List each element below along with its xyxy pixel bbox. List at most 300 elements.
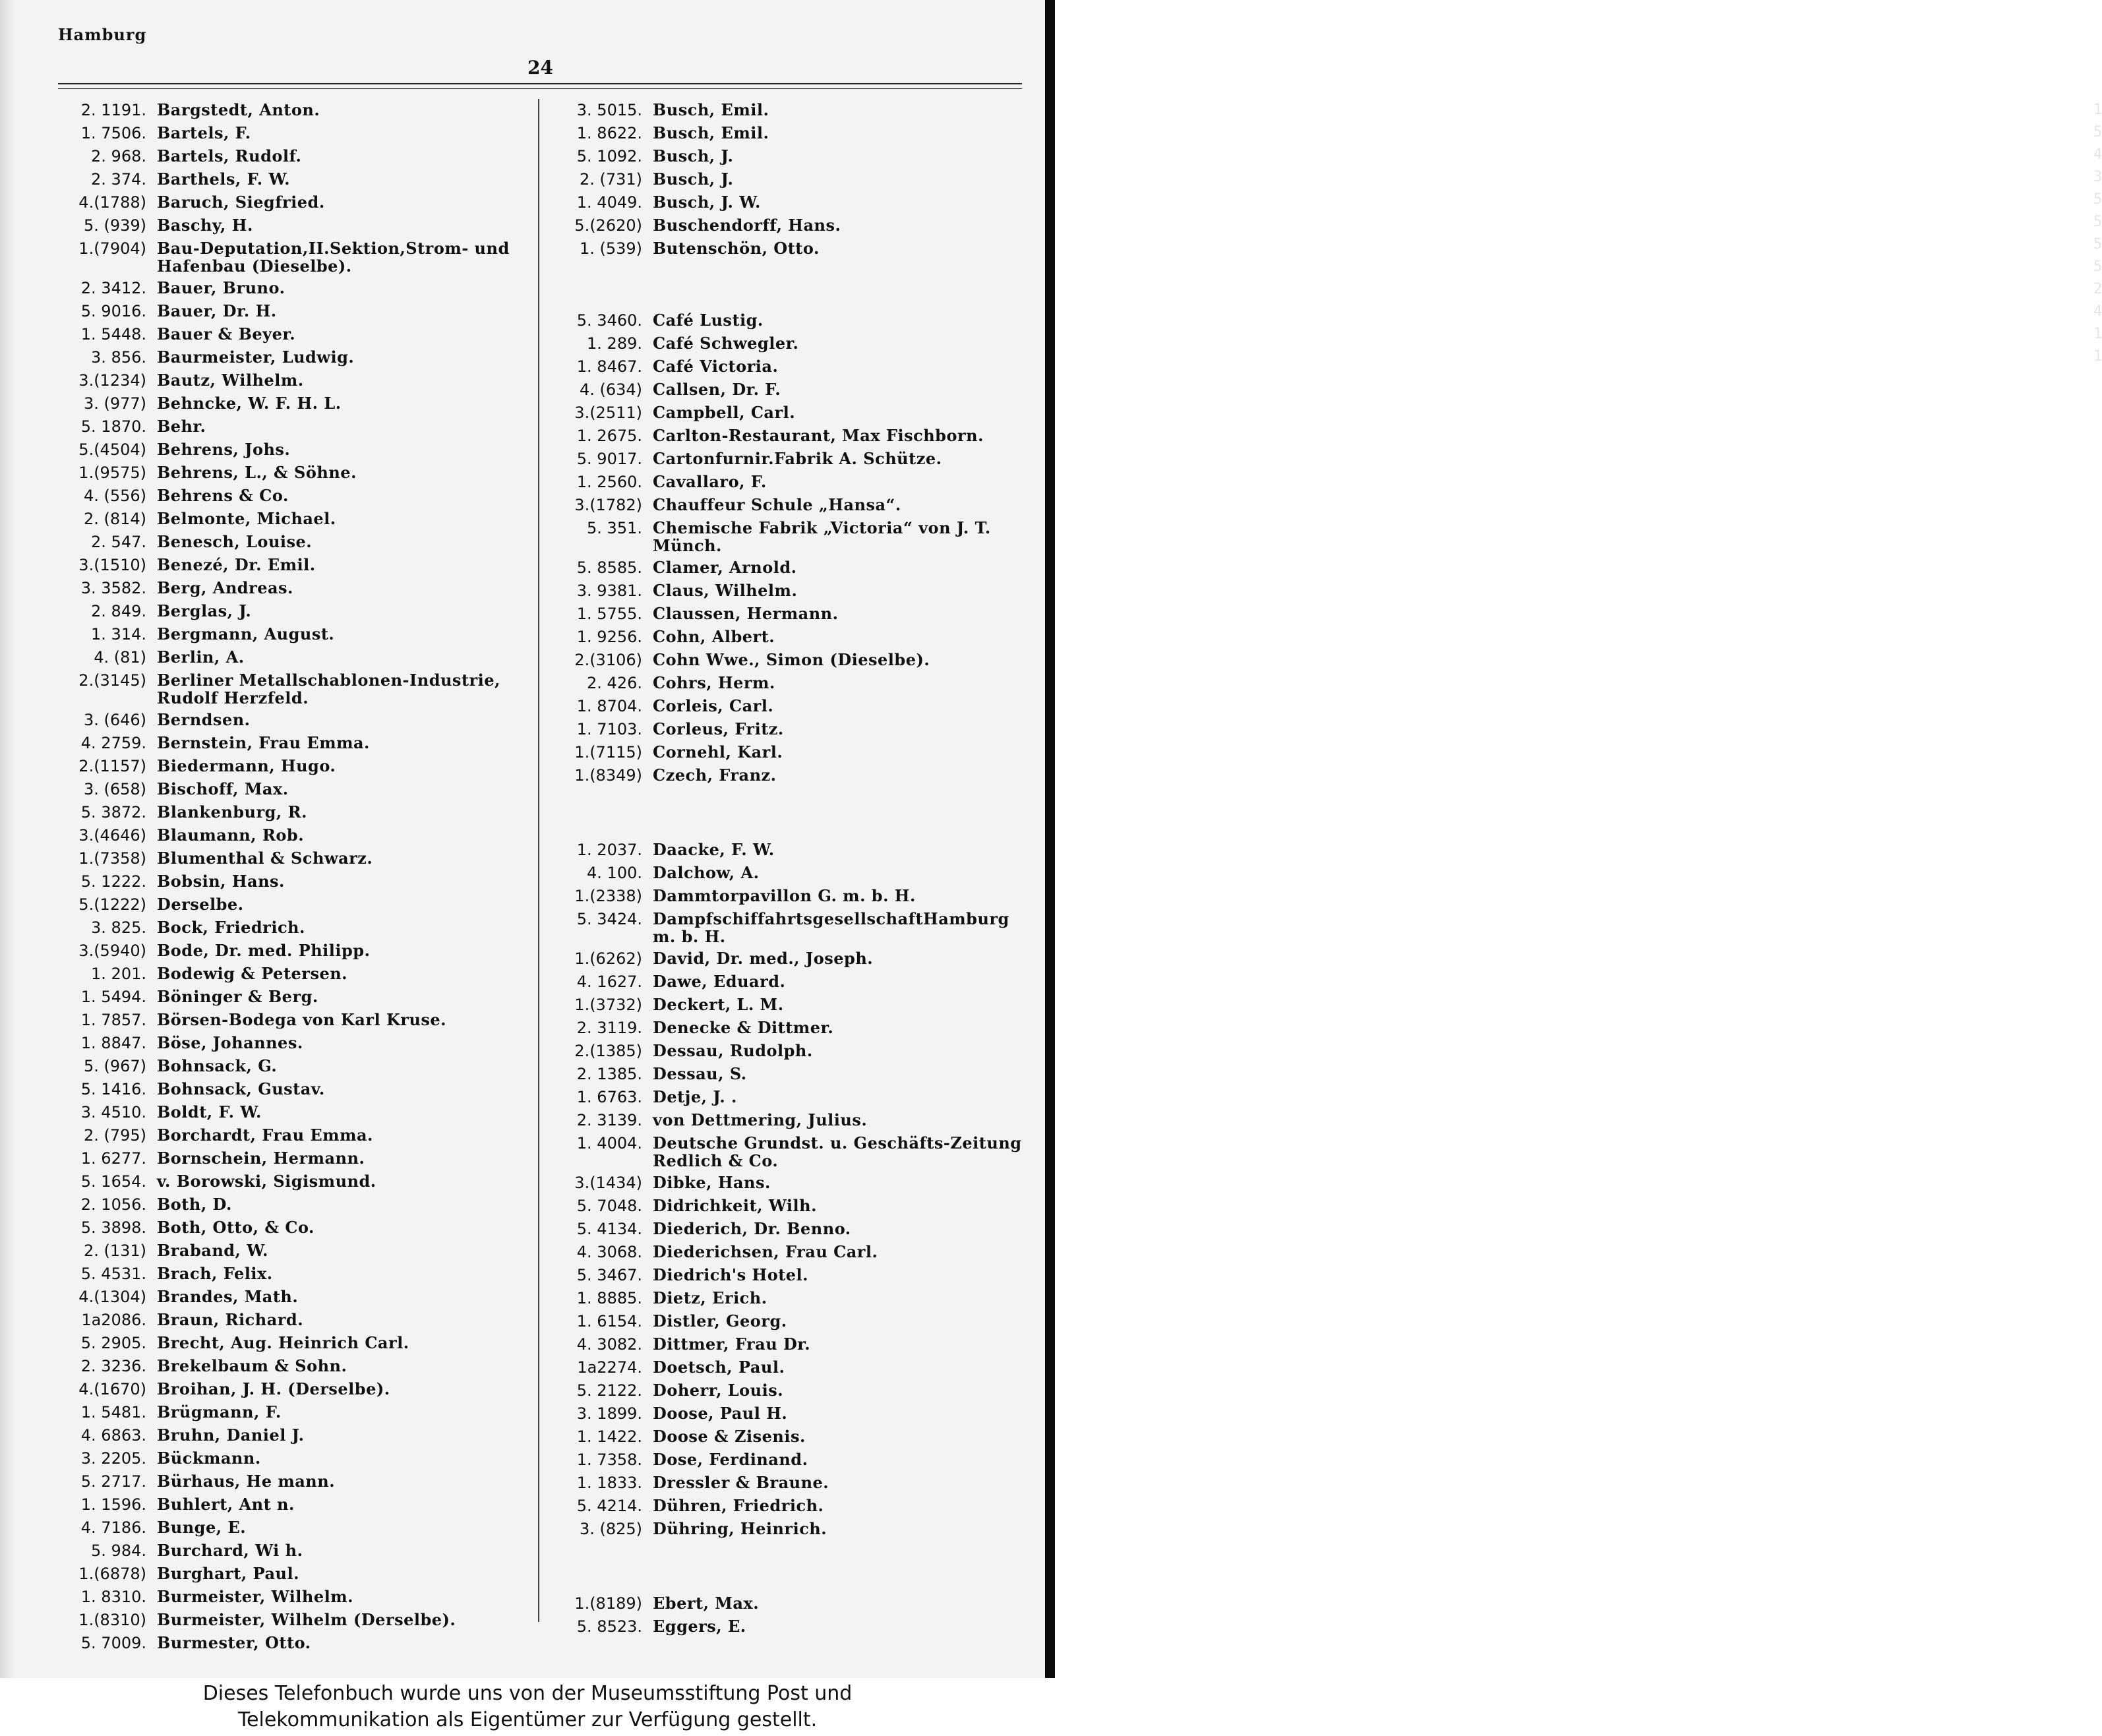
phone-number: 5. 4134. [576,1220,642,1238]
directory-entry [57,1634,530,1653]
phone-number: 5. 7048. [576,1197,642,1215]
subscriber-name: Berliner Metallschablonen-Industrie, Rudolf Herzfeld. [157,671,500,707]
directory-entry [57,170,530,189]
directory-entry [57,918,530,938]
subscriber-name: Bürhaus, He mann. [157,1472,336,1491]
phone-number: 2.(3106) [574,651,642,669]
subscriber-name: Bodewig & Petersen. [157,964,348,983]
directory-entry [57,556,530,575]
subscriber-name: Doetsch, Paul. [653,1358,785,1377]
subscriber-name: Blumenthal & Schwarz. [157,849,373,868]
phone-number: 1. 5494. [80,988,146,1006]
directory-entry [57,1195,530,1214]
phone-number: 4. (556) [83,487,146,505]
footer-line-2: Telekommunikation als Eigentümer zur Verfügung gestellt. [237,1708,818,1731]
directory-entry [57,487,530,506]
directory-entry [57,734,530,753]
subscriber-name: Bückmann. [157,1449,261,1468]
subscriber-name: Bischoff, Max. [157,779,289,798]
phone-number: 1.(7904) [78,239,146,258]
directory-entry [553,628,1027,647]
directory-entry [57,1034,530,1053]
directory-entry [57,1518,530,1538]
subscriber-name: Barthels, F. W. [157,169,291,189]
phone-number: 2. 426. [587,674,642,692]
page-shadow [0,0,15,1678]
phone-number: 2. (731) [579,170,642,189]
directory-entry [553,743,1027,762]
phone-number: 5. 2122. [576,1381,642,1400]
subscriber-name: Behncke, W. F. H. L. [157,394,342,413]
phone-number: 4. 3068. [576,1243,642,1261]
subscriber-name: DampfschiffahrtsgesellschaftHamburg m. b. H. [653,909,1009,946]
subscriber-name: Bruhn, Daniel J. [157,1425,305,1445]
directory-entry [57,216,530,235]
subscriber-name: Burmeister, Wilhelm (Derselbe). [157,1610,456,1629]
directory-entry [553,1474,1027,1493]
phone-number: 5. 984. [91,1541,146,1560]
subscriber-name: Berlin, A. [157,647,245,667]
subscriber-name: Bohnsack, G. [157,1056,278,1075]
subscriber-name: Dalchow, A. [653,863,760,882]
phone-number: 2. (814) [83,510,146,528]
phone-number: 3. 3582. [80,579,146,597]
phone-number: 2. 1385. [576,1065,642,1083]
directory-entry [553,1220,1027,1239]
left-column [57,101,530,1657]
subscriber-name: Denecke & Dittmer. [653,1018,834,1037]
subscriber-name: Claussen, Hermann. [653,604,839,623]
directory-entry [553,674,1027,693]
edge-fragment: 5 [2093,124,2102,140]
edge-fragment: 4 [2093,303,2102,320]
phone-number: 5. 1222. [80,872,146,891]
phone-number: 1. 1596. [80,1495,146,1514]
phone-number: 5. 8523. [576,1617,642,1636]
header-rule [58,83,1022,84]
directory-entry [57,1541,530,1561]
subscriber-name: Corleis, Carl. [653,696,774,715]
phone-number: 2. (131) [83,1242,146,1260]
directory-entry [57,279,530,298]
city-heading: Hamburg [58,25,147,44]
phone-number: 5. 1870. [80,417,146,436]
directory-entry [57,1334,530,1353]
subscriber-name: Cohn Wwe., Simon (Dieselbe). [653,650,930,669]
subscriber-name: Café Lustig. [653,311,764,330]
directory-entry [57,533,530,552]
directory-entry [57,1011,530,1030]
directory-entry [553,450,1027,469]
subscriber-name: Brach, Felix. [157,1264,273,1283]
phone-number: 4. (81) [94,648,146,667]
directory-entry [553,216,1027,235]
directory-entry [553,841,1027,860]
phone-number: 1. 1833. [576,1474,642,1492]
phone-number: 1. 314. [91,625,146,644]
phone-number: 1. 8310. [80,1588,146,1606]
phone-number: 5. 351. [587,519,642,537]
subscriber-name: Behrens, L., & Söhne. [157,463,357,482]
directory-entry [553,1243,1027,1262]
phone-number: 2. 3119. [576,1019,642,1037]
subscriber-name: Benezé, Dr. Emil. [157,555,316,574]
directory-entry [553,473,1027,492]
directory-entry [553,380,1027,400]
section-gap [553,262,1027,311]
subscriber-name: Buhlert, Ant n. [157,1495,295,1514]
phone-number: 1.(7115) [574,743,642,762]
phone-number: 2. 3412. [80,279,146,297]
directory-entry [57,671,530,707]
phone-number: 1. 8467. [576,357,642,376]
phone-number: 3. (646) [83,711,146,729]
phone-number: 2. 374. [91,170,146,189]
directory-entry [553,1111,1027,1130]
subscriber-name: Deutsche Grundst. u. Geschäfts-Zeitung Redlich & Co. [653,1133,1022,1170]
phone-number: 1. 7506. [80,124,146,142]
directory-entry [553,1427,1027,1447]
directory-entry [553,1019,1027,1038]
phone-number: 1. 8847. [80,1034,146,1052]
subscriber-name: Doose & Zisenis. [653,1427,806,1446]
directory-entry [57,302,530,321]
phone-number: 4. 7186. [80,1518,146,1537]
subscriber-name: Dressler & Braune. [653,1473,829,1492]
directory-entry [57,648,530,667]
phone-number: 1. 2560. [576,473,642,491]
subscriber-name: Carlton-Restaurant, Max Fischborn. [653,426,984,445]
phone-number: 5. (967) [83,1057,146,1075]
phone-number: 4. (634) [579,380,642,399]
subscriber-name: Baurmeister, Ludwig. [157,347,355,367]
phone-number: 2. 547. [91,533,146,551]
subscriber-name: Diederich, Dr. Benno. [653,1219,851,1238]
phone-number: 1. 201. [91,965,146,983]
phone-number: 1. (539) [579,239,642,258]
directory-entry [553,1404,1027,1423]
directory-entry [553,496,1027,515]
subscriber-name: Bartels, Rudolf. [157,146,302,165]
phone-number: 5. 4214. [576,1497,642,1515]
subscriber-name: Berg, Andreas. [157,578,293,597]
subscriber-name: Broihan, J. H. (Derselbe). [157,1379,390,1398]
subscriber-name: Deckert, L. M. [653,995,784,1014]
subscriber-name: Burmester, Otto. [157,1633,311,1652]
adjacent-page-edge [1045,0,2102,1678]
directory-entry [57,1357,530,1376]
phone-number: 1. 6763. [576,1088,642,1106]
directory-entry [553,582,1027,601]
subscriber-name: Diederichsen, Frau Carl. [653,1242,878,1261]
directory-entry [553,147,1027,166]
phone-number: 5. 2717. [80,1472,146,1491]
phone-number: 1. 6277. [80,1149,146,1168]
phone-number: 5. 3424. [576,910,642,928]
subscriber-name: Behrens & Co. [157,486,289,505]
phone-number: 1. 2675. [576,427,642,445]
directory-entry [57,625,530,644]
subscriber-name: Ebert, Max. [653,1594,760,1613]
subscriber-name: Brügmann, F. [157,1402,282,1422]
subscriber-name: Braband, W. [157,1241,268,1260]
subscriber-name: Bunge, E. [157,1518,247,1537]
directory-entry [553,1497,1027,1516]
phone-number: 2. 3236. [80,1357,146,1375]
phone-number: 3.(1782) [574,496,642,514]
phone-number: 3. 2205. [80,1449,146,1468]
subscriber-name: Berglas, J. [157,601,252,620]
subscriber-name: Callsen, Dr. F. [653,380,781,399]
phone-number: 1. 6154. [576,1312,642,1331]
subscriber-name: Both, D. [157,1195,232,1214]
directory-entry [553,1134,1027,1170]
subscriber-name: Doherr, Louis. [653,1381,784,1400]
directory-entry [553,1088,1027,1107]
page-number: 24 [527,57,553,78]
phone-number: 1. 8885. [576,1289,642,1307]
phone-number: 5. 1654. [80,1172,146,1191]
directory-entry [553,697,1027,716]
phone-number: 1. 1422. [576,1427,642,1446]
subscriber-name: Bode, Dr. med. Philipp. [157,941,371,960]
directory-entry [553,193,1027,212]
phone-number: 5. (939) [83,216,146,235]
subscriber-name: Dose, Ferdinand. [653,1450,808,1469]
directory-entry [553,910,1027,945]
subscriber-name: Burghart, Paul. [157,1564,299,1583]
subscriber-name: Doose, Paul H. [653,1404,788,1423]
edge-fragment: 5 [2093,236,2102,253]
directory-entry [57,193,530,212]
phone-number: 1.(8349) [574,766,642,785]
directory-entry [57,988,530,1007]
subscriber-name: Burchard, Wi h. [157,1541,303,1560]
subscriber-name: Both, Otto, & Co. [157,1218,315,1237]
directory-entry [57,803,530,822]
subscriber-name: Distler, Georg. [653,1311,787,1331]
subscriber-name: Busch, Emil. [653,123,769,142]
phone-number: 5. 3898. [80,1218,146,1237]
directory-entry [553,357,1027,376]
phone-number: 5. 3460. [576,311,642,330]
phone-number: 3. 825. [91,918,146,937]
directory-entry [553,949,1027,969]
subscriber-name: Bau-Deputation,II.Sektion,Strom- und Hafenbau (Dieselbe). [157,239,510,276]
directory-entry [553,1617,1027,1636]
phone-number: 1. 7103. [576,720,642,738]
subscriber-name: Börsen-Bodega von Karl Kruse. [157,1010,447,1029]
phone-number: 1. 7857. [80,1011,146,1029]
subscriber-name: Bernstein, Frau Emma. [157,733,370,752]
subscriber-name: Bautz, Wilhelm. [157,371,304,390]
subscriber-name: Braun, Richard. [157,1310,304,1329]
directory-entry [57,1565,530,1584]
subscriber-name: Dawe, Eduard. [653,972,786,991]
subscriber-name: Borchardt, Frau Emma. [157,1125,373,1145]
phone-number: 3.(5940) [78,942,146,960]
directory-entry [57,711,530,730]
directory-entry [553,239,1027,258]
subscriber-name: Butenschön, Otto. [653,239,820,258]
directory-entry [553,720,1027,739]
phone-number: 2.(1385) [574,1042,642,1060]
footer [0,1678,1055,1736]
subscriber-name: Böninger & Berg. [157,987,318,1006]
directory-entry [553,973,1027,992]
directory-entry [57,1403,530,1422]
phone-number: 5. 3467. [576,1266,642,1284]
subscriber-name: Biedermann, Hugo. [157,756,336,775]
phone-number: 4. 2759. [80,734,146,752]
directory-entry [553,170,1027,189]
subscriber-name: Bauer & Beyer. [157,324,296,344]
edge-fragment: 4 [2093,146,2102,163]
directory-entry [57,1426,530,1445]
directory-entry [553,427,1027,446]
directory-entry [57,1149,530,1168]
directory-entry [553,1594,1027,1613]
directory-entry [553,519,1027,554]
phone-number: 3. 856. [91,348,146,367]
phone-number: 1.(2338) [574,887,642,905]
phone-number: 3. 9381. [576,582,642,600]
directory-entry [57,1311,530,1330]
phone-number: 3.(1234) [78,371,146,390]
phone-number: 1. 8704. [576,697,642,715]
subscriber-name: Bock, Friedrich. [157,918,305,937]
subscriber-name: v. Borowski, Sigismund. [157,1172,376,1191]
directory-entry [553,1197,1027,1216]
directory-entry [553,864,1027,883]
subscriber-name: Cavallaro, F. [653,472,767,491]
subscriber-name: Dammtorpavillon G. m. b. H. [653,886,916,905]
subscriber-name: Claus, Wilhelm. [653,581,798,600]
phone-number: 1.(6878) [78,1565,146,1583]
directory-entry [57,1172,530,1191]
directory-entry [57,1288,530,1307]
phone-number: 1. 8622. [576,124,642,142]
directory-entry [553,766,1027,785]
phone-number: 3. 4510. [80,1103,146,1122]
subscriber-name: Boldt, F. W. [157,1102,262,1122]
subscriber-name: Bornschein, Hermann. [157,1149,365,1168]
subscriber-name: Behrens, Johs. [157,440,291,459]
directory-entry [57,1126,530,1145]
phone-number: 5. 9017. [576,450,642,468]
phone-number: 5. 1092. [576,147,642,165]
phone-number: 3.(2511) [574,404,642,422]
phone-number: 1. 9256. [576,628,642,646]
phone-number: 5.(2620) [574,216,642,235]
subscriber-name: Belmonte, Michael. [157,509,336,528]
directory-entry [57,1057,530,1076]
directory-entry [553,404,1027,423]
directory-entry [57,101,530,120]
directory-entry [57,1265,530,1284]
directory-entry [57,325,530,344]
subscriber-name: Dessau, Rudolph. [653,1041,813,1060]
phone-number: 2. 1056. [80,1195,146,1214]
directory-entry [57,895,530,914]
subscriber-name: Bauer, Dr. H. [157,301,277,320]
directory-entry [57,440,530,460]
directory-entry [57,239,530,275]
subscriber-name: Corleus, Fritz. [653,719,784,738]
section-gap [553,1543,1027,1594]
directory-entry [553,1358,1027,1377]
edge-fragment: 5 [2093,258,2102,275]
subscriber-name: Dietz, Erich. [653,1288,767,1307]
section-gap [553,789,1027,841]
subscriber-name: Bauer, Bruno. [157,278,285,297]
phone-number: 1. 7358. [576,1451,642,1469]
directory-entry [553,1289,1027,1308]
subscriber-name: Dühring, Heinrich. [653,1519,827,1538]
edge-fragment: 5 [2093,191,2102,208]
subscriber-name: Dittmer, Frau Dr. [653,1334,811,1354]
phone-number: 2.(1157) [78,757,146,775]
subscriber-name: Busch, J. W. [653,193,761,212]
directory-entry [57,1472,530,1491]
subscriber-name: Busch, J. [653,146,734,165]
directory-entry [57,394,530,413]
subscriber-name: Campbell, Carl. [653,403,796,422]
directory-entry [553,887,1027,906]
phone-number: 1.(9575) [78,464,146,482]
directory-entry [57,1103,530,1122]
subscriber-name: Bobsin, Hans. [157,872,285,891]
edge-fragment: 1 [2093,348,2102,365]
subscriber-name: Brekelbaum & Sohn. [157,1356,347,1375]
subscriber-name: Baschy, H. [157,216,253,235]
directory-entry [57,371,530,390]
phone-number: 1. 5755. [576,605,642,623]
phone-number: 1a2086. [81,1311,146,1329]
directory-entry [57,124,530,143]
phone-number: 3. 5015. [576,101,642,119]
subscriber-name: Didrichkeit, Wilh. [653,1196,817,1215]
phone-number: 4. 6863. [80,1426,146,1445]
directory-entry [57,510,530,529]
directory-entry [553,605,1027,624]
directory-entry [553,1451,1027,1470]
directory-entry [553,101,1027,120]
right-column [553,101,1027,1640]
directory-entry [57,1495,530,1514]
subscriber-name: Blaumann, Rob. [157,825,305,845]
phone-number: 5. 4531. [80,1265,146,1283]
phone-number: 1. 289. [587,334,642,353]
phone-number: 4.(1670) [78,1380,146,1398]
directory-entry [57,417,530,436]
subscriber-name: von Dettmering, Julius. [653,1110,868,1129]
subscriber-name: Berndsen. [157,710,251,729]
directory-entry [57,872,530,891]
subscriber-name: Blankenburg, R. [157,802,307,822]
phone-number: 1a2274. [577,1358,642,1377]
edge-fragment: 1 [2093,326,2102,342]
directory-entry [57,1380,530,1399]
directory-entry [57,1218,530,1238]
directory-entry [57,1449,530,1468]
directory-entry [553,1312,1027,1331]
phone-number: 4.(1788) [78,193,146,212]
subscriber-name: Busch, J. [653,169,734,189]
phone-number: 3. (977) [83,394,146,413]
phone-number: 4. 100. [587,864,642,882]
subscriber-name: Diedrich's Hotel. [653,1265,809,1284]
